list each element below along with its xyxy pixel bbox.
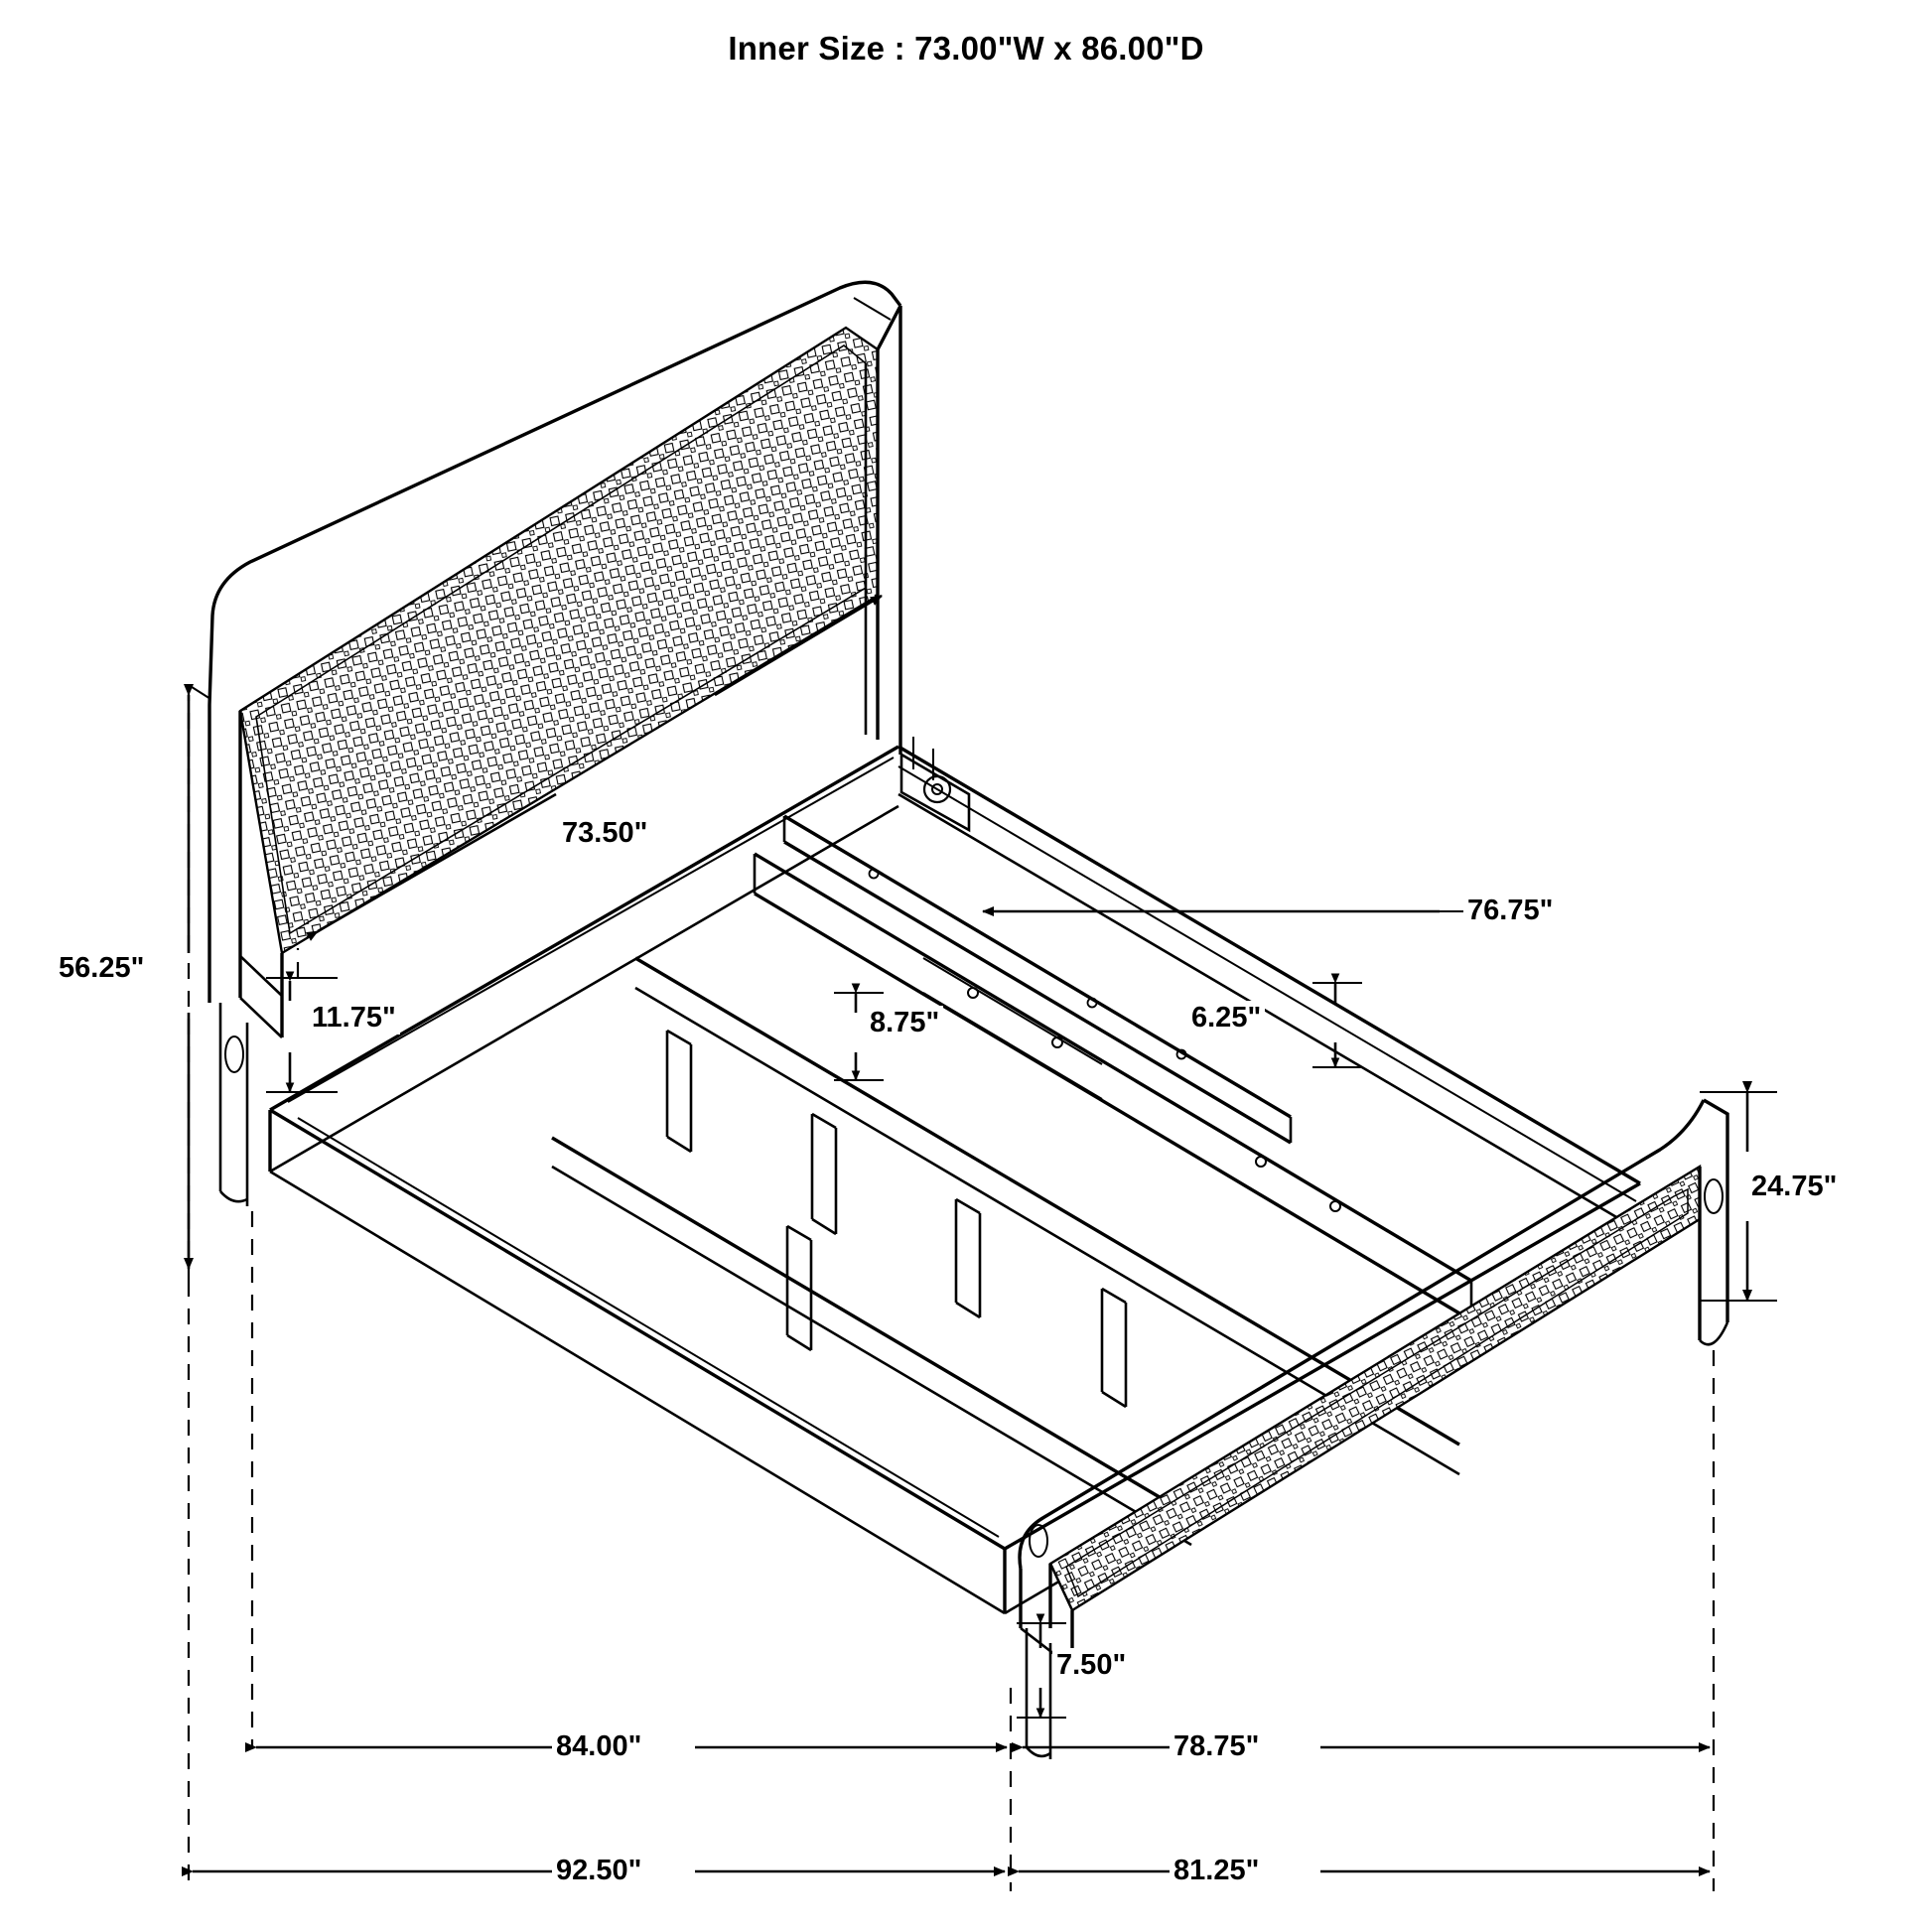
dim-deck-length: 84.00"	[552, 1729, 645, 1763]
dim-slat-height: 8.75"	[866, 1006, 943, 1039]
page-title: Inner Size : 73.00"W x 86.00"D	[728, 30, 1204, 67]
dim-footboard-depth: 78.75"	[1170, 1729, 1263, 1763]
dim-overall-height: 56.25"	[55, 951, 148, 985]
dim-rail-height: 6.25"	[1187, 1001, 1265, 1035]
dim-overall-length-left: 92.50"	[552, 1854, 645, 1887]
headboard	[209, 282, 900, 1206]
dim-overall-length-right: 81.25"	[1170, 1854, 1263, 1887]
dim-headboard-width: 73.50"	[558, 816, 651, 850]
bed-frame-deck	[270, 737, 1640, 1613]
dim-footboard-clearance: 7.50"	[1052, 1648, 1130, 1682]
dim-footboard-height: 24.75"	[1747, 1170, 1841, 1203]
dim-headboard-clearance: 11.75"	[308, 1001, 400, 1035]
dim-inner-length: 76.75"	[1463, 894, 1557, 927]
